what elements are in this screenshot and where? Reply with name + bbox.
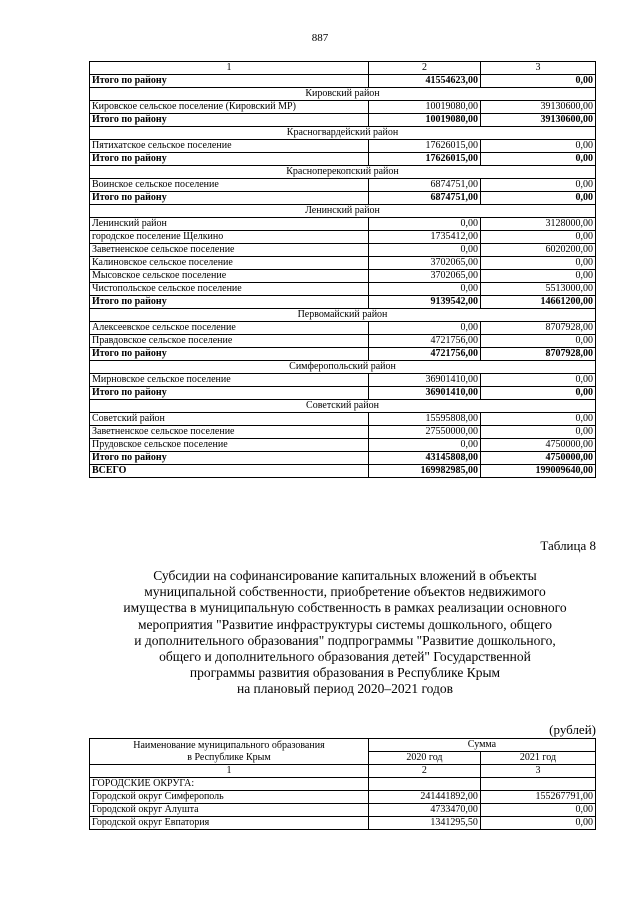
header-2021: 2021 год: [480, 752, 595, 765]
column-number: 3: [480, 765, 595, 778]
district-header-row: [90, 166, 596, 179]
value-2020: 3702065,00: [368, 270, 480, 283]
header-name-line2: в Республике Крым: [187, 751, 271, 763]
empty-cell: [480, 778, 595, 791]
value-2021: 0,00: [480, 413, 595, 426]
value-2020: 10019080,00: [368, 101, 480, 114]
district-name: Ленинский район: [90, 205, 596, 218]
value-2021: 199009640,00: [480, 465, 595, 478]
value-2021: 39130600,00: [480, 114, 595, 127]
value-2020: 0,00: [368, 283, 480, 296]
district-header-row: [90, 205, 596, 218]
value-2021: 0,00: [480, 335, 595, 348]
total-row: [90, 348, 596, 361]
table-row: [90, 218, 596, 231]
district-header-row: [90, 400, 596, 413]
header-sum: Сумма: [368, 739, 595, 752]
value-2021: 5513000,00: [480, 283, 595, 296]
municipality-name: Итого по району: [90, 348, 369, 361]
value-2021: 155267791,00: [480, 791, 595, 804]
value-2021: 0,00: [480, 374, 595, 387]
municipality-name: Итого по району: [90, 296, 369, 309]
total-row: [90, 387, 596, 400]
municipality-name: Городской округ Алушта: [90, 804, 369, 817]
table-row: [90, 140, 596, 153]
district-name: Красноперекопский район: [90, 166, 596, 179]
municipality-name: Алексеевское сельское поселение: [90, 322, 369, 335]
municipality-name: Прудовское сельское поселение: [90, 439, 369, 452]
total-row: [90, 114, 596, 127]
title-line: Субсидии на софинансирование капитальных вложений в объекты: [153, 568, 537, 583]
value-2020: 1341295,50: [368, 817, 480, 830]
table-row: [90, 322, 596, 335]
page-number: 887: [311, 32, 329, 44]
header-2020: 2020 год: [368, 752, 480, 765]
value-2021: 8707928,00: [480, 322, 595, 335]
total-row: [90, 153, 596, 166]
section-label: ГОРОДСКИЕ ОКРУГА:: [90, 778, 369, 791]
title-line: на плановый период 2020–2021 годов: [236, 681, 454, 697]
value-2020: 169982985,00: [368, 465, 480, 478]
district-name: Первомайский район: [90, 309, 596, 322]
subsidy-table-continued: [89, 61, 596, 478]
municipality-name: Правдовское сельское поселение: [90, 335, 369, 348]
municipality-name: Итого по району: [90, 75, 369, 88]
column-number-row: [90, 765, 596, 778]
value-2020: 1735412,00: [368, 231, 480, 244]
municipality-name: Ленинский район: [90, 218, 369, 231]
municipality-name: ВСЕГО: [90, 465, 369, 478]
municipality-name: Заветненское сельское поселение: [90, 426, 369, 439]
column-number: 2: [368, 765, 480, 778]
table-row: [90, 426, 596, 439]
header-name-cell: [90, 739, 369, 765]
value-2020: 0,00: [368, 244, 480, 257]
value-2020: 3702065,00: [368, 257, 480, 270]
table-row: [90, 413, 596, 426]
table-row: [90, 374, 596, 387]
value-2020: 6874751,00: [368, 192, 480, 205]
column-number: 2: [368, 62, 480, 75]
value-2021: 0,00: [480, 270, 595, 283]
value-2020: 17626015,00: [368, 140, 480, 153]
value-2020: 4721756,00: [368, 348, 480, 361]
district-name: Кировский район: [90, 88, 596, 101]
value-2021: 0,00: [480, 192, 595, 205]
units-label: (рублей): [549, 722, 596, 737]
value-2021: 4750000,00: [480, 452, 595, 465]
municipality-name: городское поселение Щелкино: [90, 231, 369, 244]
header-name-line1: Наименование муниципального образования: [133, 739, 325, 751]
municipality-name: Городской округ Симферополь: [90, 791, 369, 804]
title-line: имущества в муниципальную собственность в рамках реализации основного: [123, 600, 567, 616]
value-2020: 0,00: [368, 439, 480, 452]
value-2020: 0,00: [368, 322, 480, 335]
municipality-name: Итого по району: [90, 387, 369, 400]
total-row: [90, 296, 596, 309]
column-number-row: [90, 62, 596, 75]
value-2021: 8707928,00: [480, 348, 595, 361]
table-row: [90, 283, 596, 296]
municipality-name: Советский район: [90, 413, 369, 426]
column-number: 1: [90, 765, 369, 778]
value-2021: 0,00: [480, 179, 595, 192]
district-header-row: [90, 127, 596, 140]
table-row: [90, 179, 596, 192]
value-2020: 6874751,00: [368, 179, 480, 192]
value-2021: 0,00: [480, 231, 595, 244]
total-row: [90, 452, 596, 465]
district-header-row: [90, 88, 596, 101]
value-2021: 0,00: [480, 387, 595, 400]
value-2020: 27550000,00: [368, 426, 480, 439]
value-2021: 14661200,00: [480, 296, 595, 309]
municipality-name: Итого по району: [90, 452, 369, 465]
value-2020: 41554623,00: [368, 75, 480, 88]
value-2020: 0,00: [368, 218, 480, 231]
district-name: Советский район: [90, 400, 596, 413]
municipality-name: Чистопольское сельское поселение: [90, 283, 369, 296]
district-header-row: [90, 309, 596, 322]
municipality-name: Кировское сельское поселение (Кировский МР): [90, 101, 369, 114]
value-2020: 4721756,00: [368, 335, 480, 348]
total-row: [90, 75, 596, 88]
section-row: [90, 778, 596, 791]
value-2021: 4750000,00: [480, 439, 595, 452]
value-2020: 17626015,00: [368, 153, 480, 166]
value-2021: 0,00: [480, 817, 595, 830]
municipality-name: Итого по району: [90, 153, 369, 166]
empty-cell: [368, 778, 480, 791]
value-2020: 36901410,00: [368, 374, 480, 387]
value-2021: 6020200,00: [480, 244, 595, 257]
total-row: [90, 192, 596, 205]
municipality-name: Воинское сельское поселение: [90, 179, 369, 192]
table-title: [80, 568, 610, 698]
district-header-row: [90, 361, 596, 374]
value-2020: 36901410,00: [368, 387, 480, 400]
table-caption: Таблица 8: [540, 538, 596, 553]
title-line: программы развития образования в Республике Крым: [189, 665, 501, 681]
table-row: [90, 804, 596, 817]
value-2021: 0,00: [480, 804, 595, 817]
municipality-name: Заветненское сельское поселение: [90, 244, 369, 257]
value-2020: 10019080,00: [368, 114, 480, 127]
table-row: [90, 439, 596, 452]
value-2021: 0,00: [480, 140, 595, 153]
municipality-name: Городской округ Евпатория: [90, 817, 369, 830]
table-row: [90, 101, 596, 114]
value-2020: 241441892,00: [368, 791, 480, 804]
table-row: [90, 270, 596, 283]
column-number: 3: [480, 62, 595, 75]
value-2021: 0,00: [480, 257, 595, 270]
title-line: мероприятия "Развитие инфраструктуры системы дошкольного, общего: [137, 616, 553, 632]
table-row: [90, 791, 596, 804]
column-number: 1: [90, 62, 369, 75]
municipality-name: Мысовское сельское поселение: [90, 270, 369, 283]
municipality-name: Пятихатское сельское поселение: [90, 140, 369, 153]
table-row: [90, 244, 596, 257]
total-row: [90, 465, 596, 478]
table-row: [90, 231, 596, 244]
value-2021: 0,00: [480, 153, 595, 166]
value-2021: 0,00: [480, 426, 595, 439]
title-line: муниципальной собственности, приобретение объектов недвижимого: [144, 584, 546, 600]
subsidy-table-8: [89, 738, 596, 830]
value-2020: 9139542,00: [368, 296, 480, 309]
municipality-name: Итого по району: [90, 114, 369, 127]
value-2021: 0,00: [480, 75, 595, 88]
table-row: [90, 335, 596, 348]
table-row: [90, 257, 596, 270]
value-2021: 3128000,00: [480, 218, 595, 231]
value-2020: 4733470,00: [368, 804, 480, 817]
district-name: Красногвардейский район: [90, 127, 596, 140]
municipality-name: Калиновское сельское поселение: [90, 257, 369, 270]
value-2020: 43145808,00: [368, 452, 480, 465]
value-2020: 15595808,00: [368, 413, 480, 426]
title-line: общего и дополнительного образования детей" Государственной: [159, 649, 531, 665]
header-row: [90, 739, 596, 752]
district-name: Симферопольский район: [90, 361, 596, 374]
table-row: [90, 817, 596, 830]
title-line: и дополнительного образования" подпрограммы "Развитие дошкольного,: [134, 632, 556, 648]
municipality-name: Мирновское сельское поселение: [90, 374, 369, 387]
municipality-name: Итого по району: [90, 192, 369, 205]
value-2021: 39130600,00: [480, 101, 595, 114]
